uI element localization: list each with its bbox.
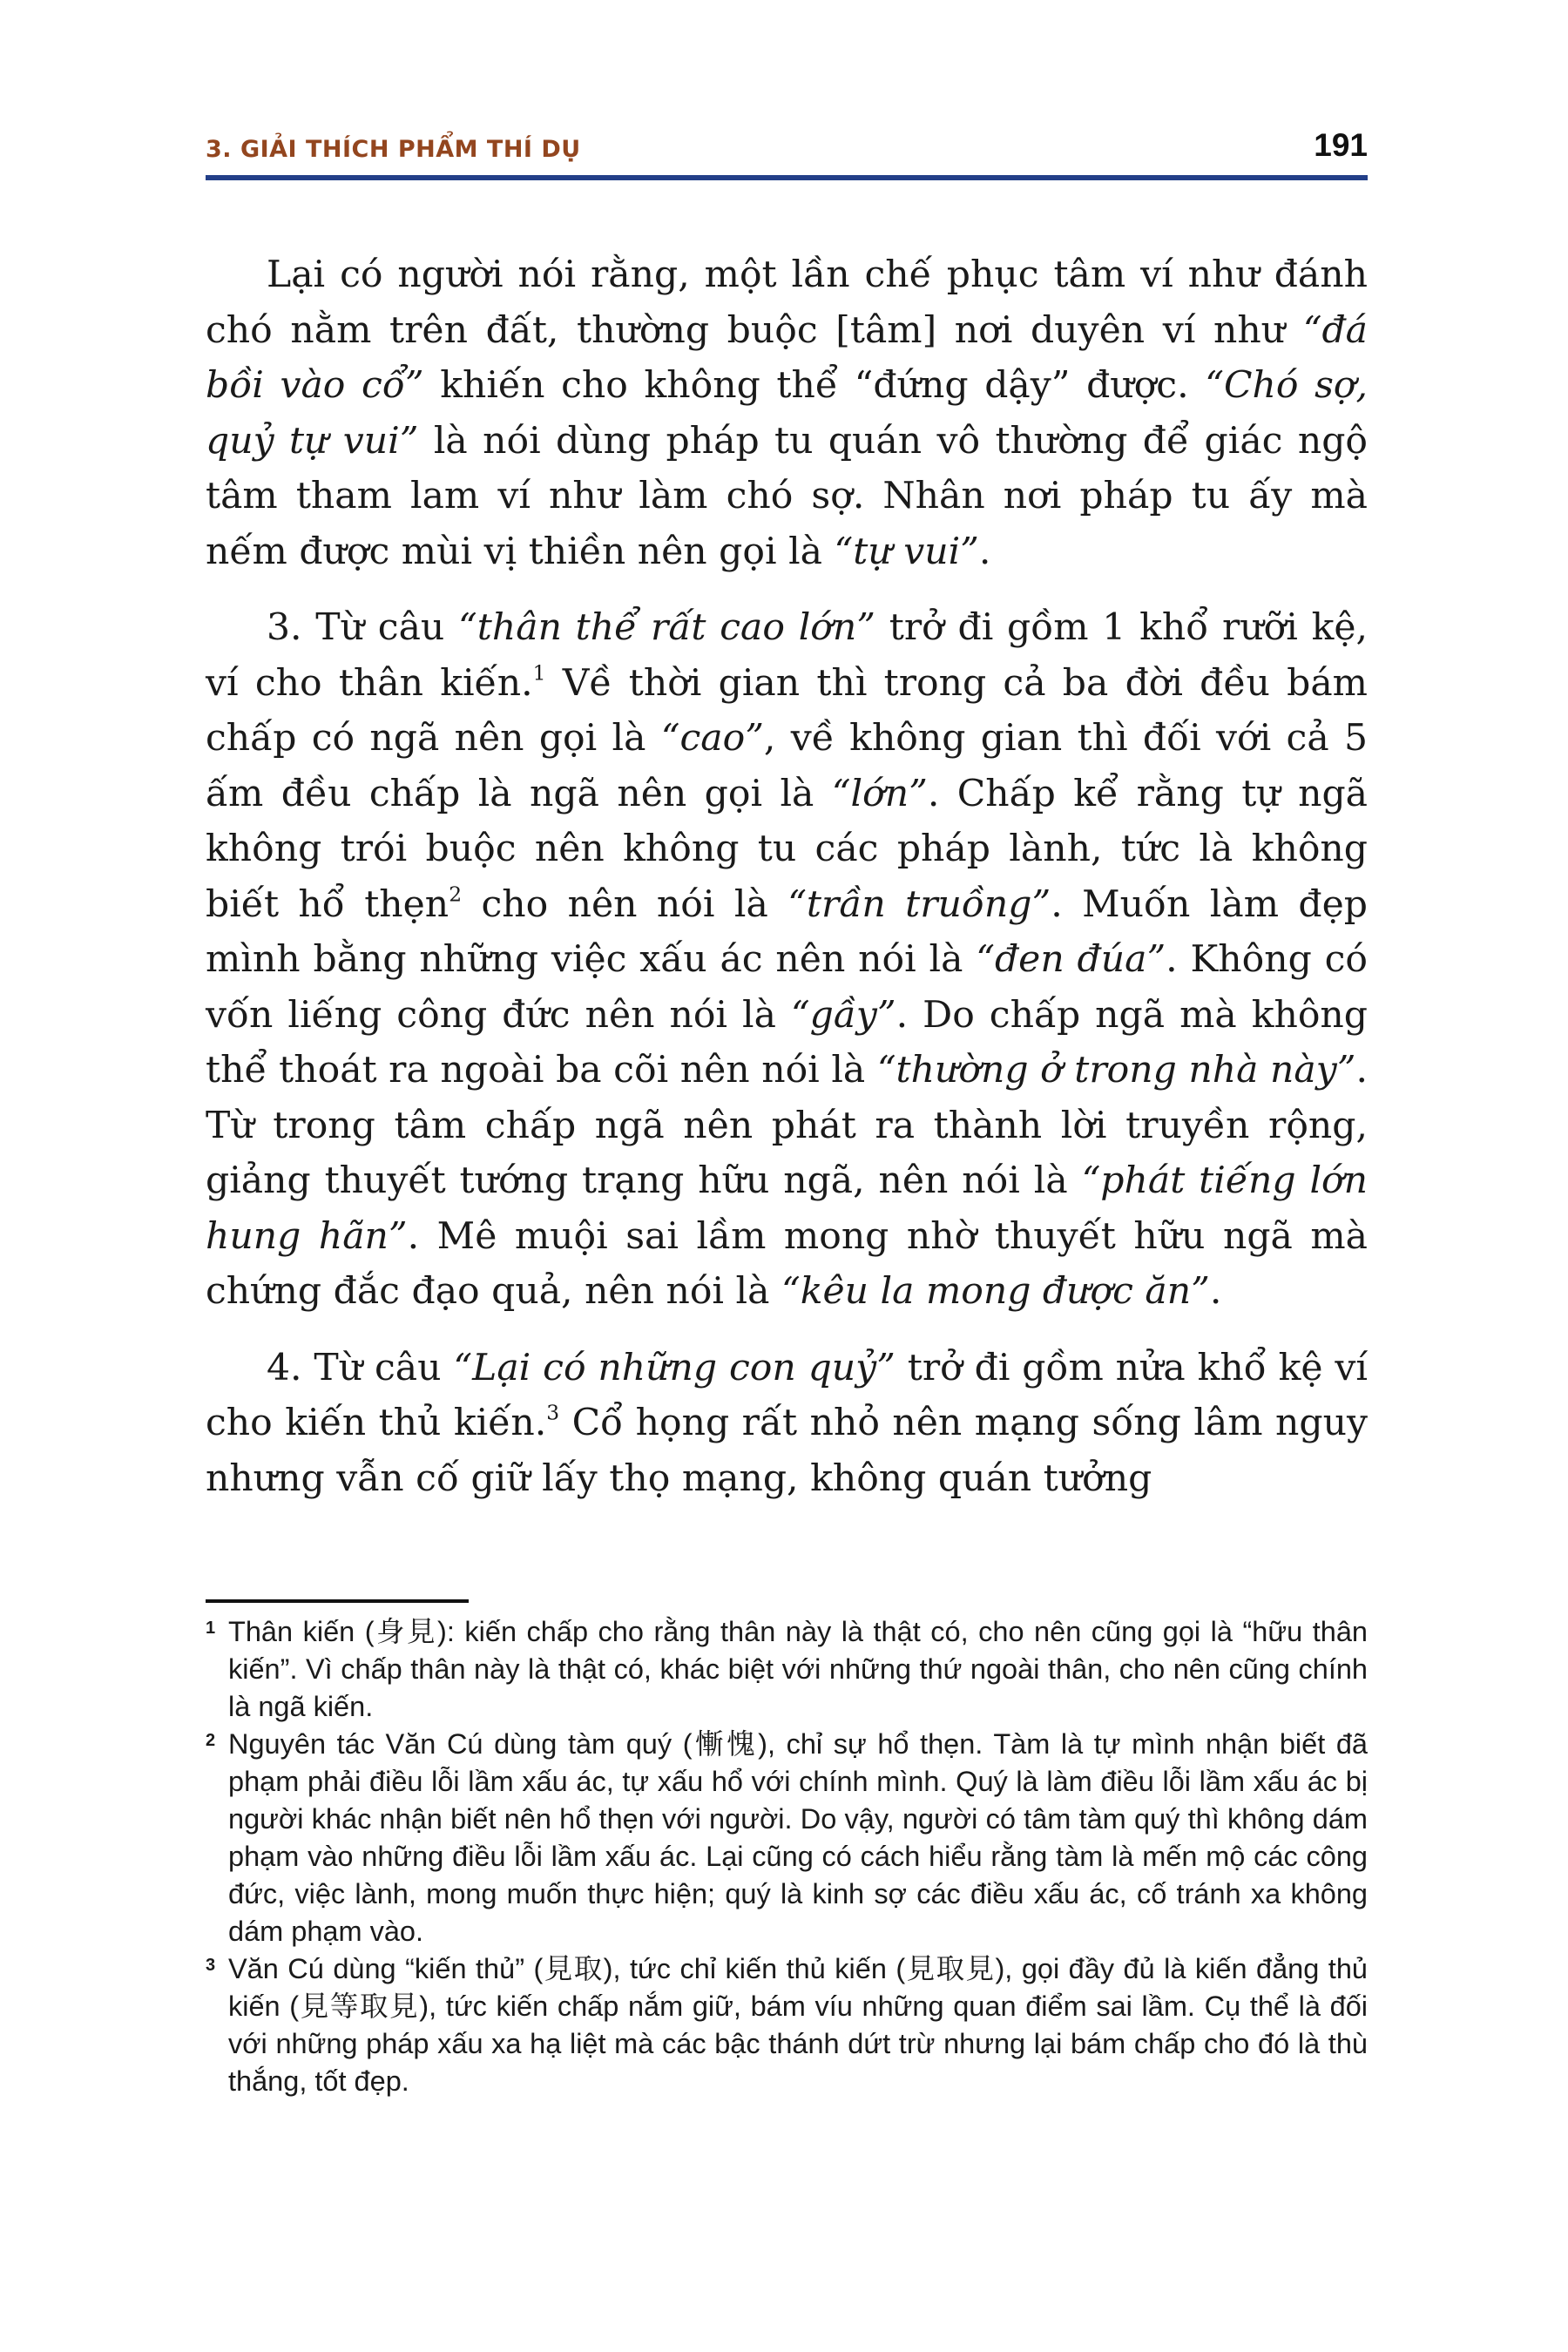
quoted-phrase: “đá bồi vào cổ” <box>206 308 1368 407</box>
text-run: trở đi gồm nửa khổ kệ ví cho kiến thủ kiến. <box>206 1346 1368 1444</box>
text-run: Cổ họng rất nhỏ nên mạng sống lâm nguy nhưng vẫn cố giữ lấy thọ mạng, không quán tưởng <box>206 1402 1369 1500</box>
footnote-number: 1 <box>206 1619 216 1638</box>
paragraph <box>206 600 1368 1320</box>
footnote-text: Thân kiến (身見): kiến chấp cho rằng thân này là thật có, cho nên cũng gọi là “hữu thân kiến”. Vì chấp thân này là thật có, khác biệt với những thứ ngoài thân, cho nên cũng chính là ngã kiến. <box>228 1616 1368 1722</box>
quoted-phrase: “Lại có những con quỷ” <box>453 1346 896 1389</box>
text-run: Về thời gian thì trong cả ba đời đều bám chấp có ngã nên gọi là <box>206 661 1368 760</box>
text-run: . Chấp kể rằng tự ngã không trói buộc nên không tu các pháp lành, tức là không biết hổ thẹn <box>206 772 1368 926</box>
paragraph <box>206 247 1368 579</box>
text-run: . Từ trong tâm chấp ngã nên phát ra thành lời truyền rộng, giảng thuyết tướng trạng hữu ngã, nên nói là <box>206 1049 1368 1202</box>
paragraph <box>206 1341 1368 1507</box>
footnote-text: Nguyên tác Văn Cú dùng tàm quý (慚愧), chỉ sự hổ thẹn. Tàm là tự mình nhận biết đã phạm phải điều lỗi lầm xấu ác, tự xấu hổ với chính mình. Quý là làm điều lỗi lầm xấu ác bị người khác nhận biết nên hổ thẹn với người. Do vậy, người có tâm tàm quý thì không dám phạm vào những điều lỗi lầm xấu ác. Lại cũng có cách hiểu rằng tàm là mến mộ các công đức, việc lành, mong muốn thực hiện; quý là kinh sợ các điều xấu ác, cố tránh xa không dám phạm vào. <box>228 1728 1368 1947</box>
quoted-phrase: “trần truồng” <box>787 882 1051 926</box>
quoted-phrase: “thường ở trong nhà này” <box>876 1049 1356 1092</box>
quoted-phrase: “thân thể rất cao lớn” <box>458 606 875 649</box>
quoted-phrase: “cao” <box>660 717 764 760</box>
text-run: khiến cho không thể “đứng dậy” được. <box>423 364 1206 407</box>
running-head <box>206 127 1368 179</box>
quoted-phrase: “gầy” <box>790 993 896 1037</box>
text-run: là nói dùng pháp tu quán vô thường để giác ngộ tâm tham lam ví như làm chó sợ. Nhân nơi pháp tu ấy mà nếm được mùi vị thiền nên gọi là <box>206 419 1368 573</box>
quoted-phrase: “lớn” <box>831 772 928 815</box>
text-run: cho nên nói là <box>462 882 788 926</box>
footnote <box>206 1613 1368 1726</box>
text-run: . Muốn làm đẹp mình bằng những việc xấu ác nên nói là <box>206 882 1368 981</box>
header-rule <box>206 175 1368 180</box>
footnote <box>206 1726 1368 1950</box>
footnote-number: 3 <box>206 1956 216 1975</box>
footnote <box>206 1950 1368 2100</box>
text-run: . <box>978 530 991 573</box>
page-number: 191 <box>1314 127 1368 163</box>
body-text <box>206 247 1368 1527</box>
footnote-reference[interactable]: 3 <box>546 1400 560 1425</box>
quoted-phrase: “phát tiếng lớn hung hãn” <box>206 1159 1368 1258</box>
quoted-phrase: “Chó sợ, quỷ tự vui” <box>206 364 1368 463</box>
footnote-reference[interactable]: 1 <box>532 659 546 685</box>
quoted-phrase: “đen đúa” <box>976 938 1166 981</box>
text-run: , về không gian thì đối với cả 5 ấm đều chấp là ngã nên gọi là <box>206 717 1368 815</box>
chapter-running-title: 3. GIẢI THÍCH PHẨM THÍ DỤ <box>206 136 581 163</box>
text-run: . Không có vốn liếng công đức nên nói là <box>206 938 1368 1037</box>
text-run: 3. Từ câu <box>267 606 459 649</box>
text-run: . Do chấp ngã mà không thể thoát ra ngoài ba cõi nên nói là <box>206 993 1368 1092</box>
text-run: . <box>1209 1270 1222 1313</box>
text-run: . Mê muội sai lầm mong nhờ thuyết hữu ngã mà chứng đắc đạo quả, nên nói là <box>206 1214 1369 1313</box>
text-run: 4. Từ câu <box>267 1346 454 1389</box>
footnote-reference[interactable]: 2 <box>449 881 463 906</box>
footnotes <box>206 1613 1368 2100</box>
text-run: trở đi gồm 1 khổ rưỡi kệ, ví cho thân kiến. <box>206 606 1368 705</box>
footnote-text: Văn Cú dùng “kiến thủ” (見取), tức chỉ kiến thủ kiến (見取見), gọi đầy đủ là kiến đẳng thủ kiến (見等取見), tức kiến chấp nắm giữ, bám víu những quan điểm sai lầm. Cụ thể là đối với những pháp xấu xa hạ liệt mà các bậc thánh dứt trừ nhưng lại bám chấp cho đó là thù thắng, tốt đẹp. <box>228 1953 1368 2097</box>
quoted-phrase: “tự vui” <box>834 530 979 573</box>
footnote-number: 2 <box>206 1731 216 1750</box>
footnote-separator <box>206 1599 469 1603</box>
quoted-phrase: “kêu la mong được ăn” <box>781 1270 1210 1313</box>
text-run: Lại có người nói rằng, một lần chế phục tâm ví như đánh chó nằm trên đất, thường buộc [tâm] nơi duyên ví như <box>206 253 1368 352</box>
